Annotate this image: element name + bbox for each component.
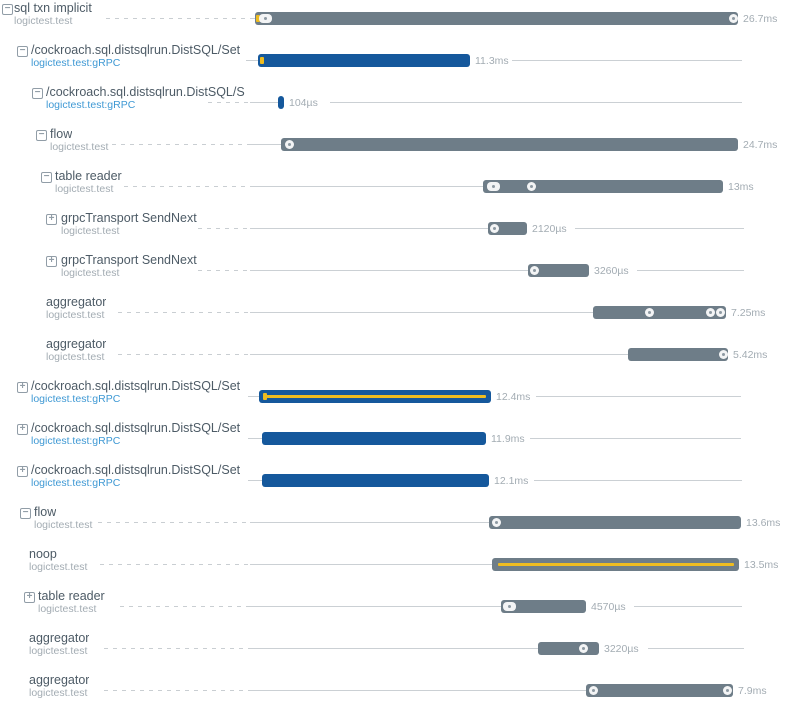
span-duration-bar[interactable]: [483, 180, 723, 193]
span-subtitle: logictest.test:gRPC: [31, 393, 121, 405]
log-event-marker-dot: [726, 689, 729, 692]
trace-span-row: [0, 336, 786, 378]
trace-span-row: [0, 294, 786, 336]
span-subtitle: logictest.test:gRPC: [31, 435, 121, 447]
span-title: /cockroach.sql.distsqlrun.DistSQL/Set: [31, 463, 241, 477]
log-event-marker[interactable]: [490, 224, 499, 233]
expand-icon[interactable]: +: [17, 382, 28, 393]
span-title: aggregator: [29, 631, 90, 645]
span-subtitle: logictest.test: [34, 519, 93, 531]
duration-label: 13.6ms: [746, 517, 781, 529]
log-event-marker[interactable]: [487, 182, 500, 191]
trace-span-row: [0, 126, 786, 168]
span-title: /cockroach.sql.distsqlrun.DistSQL/Set: [31, 43, 241, 57]
dashed-leader-line: [100, 564, 250, 565]
span-title: aggregator: [29, 673, 90, 687]
trail-guide-line: [575, 228, 744, 229]
log-event-marker-dot: [492, 185, 495, 188]
lead-guide-line: [250, 480, 262, 481]
span-title: table reader: [55, 169, 122, 183]
span-subtitle: logictest.test: [61, 267, 120, 279]
span-subtitle: logictest.test: [29, 687, 88, 699]
dashed-leader-line: [106, 18, 250, 19]
trace-span-row: [0, 168, 786, 210]
span-title: /cockroach.sql.distsqlrun.DistSQL/Set: [31, 379, 241, 393]
log-event-marker[interactable]: [259, 14, 272, 23]
trail-guide-line: [536, 396, 741, 397]
trace-span-row: [0, 588, 786, 630]
log-event-marker[interactable]: [719, 350, 728, 359]
duration-label: 26.7ms: [743, 13, 778, 25]
duration-label: 104µs: [289, 97, 318, 109]
dashed-leader-line: [118, 312, 250, 313]
duration-label: 13ms: [728, 181, 754, 193]
duration-label: 24.7ms: [743, 139, 778, 151]
duration-label: 11.3ms: [475, 55, 509, 67]
dashed-leader-line: [104, 690, 250, 691]
log-event-marker-dot: [493, 227, 496, 230]
log-event-marker-dot: [648, 311, 651, 314]
span-title: table reader: [38, 589, 105, 603]
dashed-leader-line: [98, 522, 250, 523]
dashed-leader-line: [112, 144, 250, 145]
span-subtitle: logictest.test:gRPC: [31, 57, 121, 69]
duration-label: 3220µs: [604, 643, 639, 655]
collapse-icon[interactable]: −: [36, 130, 47, 141]
expand-icon[interactable]: +: [46, 214, 57, 225]
span-subtitle: logictest.test: [14, 15, 73, 27]
log-event-marker-dot: [288, 143, 291, 146]
lead-guide-line: [250, 354, 628, 355]
span-title: grpcTransport SendNext: [61, 253, 197, 267]
span-title: /cockroach.sql.distsqlrun.DistSQL/S: [46, 85, 245, 99]
collapse-icon[interactable]: −: [41, 172, 52, 183]
span-subtitle: logictest.test:gRPC: [31, 477, 121, 489]
trace-span-row: [0, 0, 786, 42]
span-title: sql txn implicit: [14, 1, 92, 15]
span-subtitle: logictest.test: [46, 351, 105, 363]
span-duration-bar[interactable]: [281, 138, 738, 151]
duration-label: 12.1ms: [494, 475, 529, 487]
span-subtitle: logictest.test: [61, 225, 120, 237]
collapse-icon[interactable]: −: [20, 508, 31, 519]
dashed-leader-line: [208, 102, 250, 103]
trace-span-row: [0, 42, 786, 84]
log-event-marker[interactable]: [285, 140, 294, 149]
log-event-marker[interactable]: [530, 266, 539, 275]
lead-guide-line: [250, 186, 483, 187]
trail-guide-line: [648, 648, 744, 649]
span-duration-bar[interactable]: [255, 12, 738, 25]
trace-span-row: [0, 546, 786, 588]
lead-guide-line: [250, 438, 262, 439]
span-title: noop: [29, 547, 57, 561]
log-event-marker-dot: [709, 311, 712, 314]
span-subtitle: logictest.test: [38, 603, 97, 615]
expand-icon[interactable]: +: [46, 256, 57, 267]
span-subtitle: logictest.test: [46, 309, 105, 321]
dashed-leader-line: [104, 648, 250, 649]
start-highlight-tick: [260, 57, 264, 64]
lead-guide-line: [250, 564, 492, 565]
trail-guide-line: [530, 438, 741, 439]
trail-guide-line: [634, 606, 742, 607]
span-duration-bar[interactable]: [538, 642, 599, 655]
duration-label: 7.9ms: [738, 685, 767, 697]
collapse-icon[interactable]: −: [2, 4, 13, 15]
log-event-marker-dot: [719, 311, 722, 314]
trace-span-row: [0, 462, 786, 504]
lead-guide-line: [250, 690, 586, 691]
log-event-marker[interactable]: [729, 14, 738, 23]
span-title: grpcTransport SendNext: [61, 211, 197, 225]
span-duration-bar[interactable]: [628, 348, 728, 361]
duration-label: 4570µs: [591, 601, 626, 613]
log-event-marker-dot: [264, 17, 267, 20]
expand-icon[interactable]: +: [17, 466, 28, 477]
collapse-icon[interactable]: −: [32, 88, 43, 99]
duration-label: 12.4ms: [496, 391, 531, 403]
duration-label: 11.9ms: [491, 433, 525, 445]
span-duration-bar[interactable]: [489, 516, 741, 529]
span-title: flow: [50, 127, 73, 141]
lead-guide-line: [250, 144, 281, 145]
log-event-marker-dot: [732, 17, 735, 20]
trail-guide-line: [512, 60, 742, 61]
log-event-marker[interactable]: [503, 602, 516, 611]
log-event-marker[interactable]: [723, 686, 732, 695]
log-event-marker-dot: [592, 689, 595, 692]
span-duration-bar[interactable]: [262, 474, 489, 487]
start-highlight-tick: [263, 393, 267, 400]
collapse-icon[interactable]: −: [17, 46, 28, 57]
log-event-marker[interactable]: [589, 686, 598, 695]
trail-guide-line: [534, 480, 742, 481]
lead-guide-line: [250, 228, 488, 229]
trace-span-row: [0, 84, 786, 126]
duration-label: 3260µs: [594, 265, 629, 277]
log-event-marker-dot: [722, 353, 725, 356]
trace-span-row: [0, 210, 786, 252]
span-subtitle: logictest.test: [50, 141, 109, 153]
lead-guide-line: [250, 60, 258, 61]
log-event-marker[interactable]: [716, 308, 725, 317]
log-event-marker-dot: [508, 605, 511, 608]
span-title: /cockroach.sql.distsqlrun.DistSQL/Set: [31, 421, 241, 435]
duration-label: 5.42ms: [733, 349, 768, 361]
trace-span-row: [0, 252, 786, 294]
log-event-marker[interactable]: [492, 518, 501, 527]
log-event-marker-dot: [533, 269, 536, 272]
lead-guide-line: [250, 102, 278, 103]
critical-path-stripe: [498, 563, 734, 566]
span-subtitle: logictest.test:gRPC: [46, 99, 136, 111]
span-duration-bar[interactable]: [278, 96, 284, 109]
log-event-marker[interactable]: [645, 308, 654, 317]
span-title: aggregator: [46, 337, 107, 351]
trace-span-row: [0, 378, 786, 420]
span-subtitle: logictest.test: [29, 645, 88, 657]
lead-guide-line: [250, 648, 538, 649]
trace-span-row: [0, 420, 786, 462]
log-event-marker[interactable]: [579, 644, 588, 653]
span-subtitle: logictest.test: [29, 561, 88, 573]
lead-guide-line: [250, 396, 259, 397]
dashed-leader-line: [118, 354, 250, 355]
lead-guide-line: [250, 606, 501, 607]
trace-span-row: [0, 672, 786, 714]
span-duration-bar[interactable]: [262, 432, 486, 445]
critical-path-stripe: [265, 395, 486, 398]
log-event-marker[interactable]: [706, 308, 715, 317]
dashed-leader-line: [120, 606, 250, 607]
dashed-leader-line: [124, 186, 250, 187]
expand-icon[interactable]: +: [17, 424, 28, 435]
span-title: aggregator: [46, 295, 107, 309]
lead-guide-line: [250, 270, 528, 271]
log-event-marker-dot: [530, 185, 533, 188]
log-event-marker-dot: [582, 647, 585, 650]
span-duration-bar[interactable]: [258, 54, 470, 67]
trace-span-row: [0, 630, 786, 672]
trail-guide-line: [637, 270, 744, 271]
trail-guide-line: [330, 102, 742, 103]
span-title: flow: [34, 505, 57, 519]
dashed-leader-line: [198, 270, 250, 271]
dashed-leader-line: [198, 228, 250, 229]
trace-span-row: [0, 504, 786, 546]
log-event-marker[interactable]: [527, 182, 536, 191]
span-subtitle: logictest.test: [55, 183, 114, 195]
lead-guide-line: [250, 522, 489, 523]
lead-guide-line: [250, 312, 593, 313]
duration-label: 13.5ms: [744, 559, 779, 571]
duration-label: 7.25ms: [731, 307, 766, 319]
expand-icon[interactable]: +: [24, 592, 35, 603]
duration-label: 2120µs: [532, 223, 567, 235]
log-event-marker-dot: [495, 521, 498, 524]
span-duration-bar[interactable]: [586, 684, 733, 697]
